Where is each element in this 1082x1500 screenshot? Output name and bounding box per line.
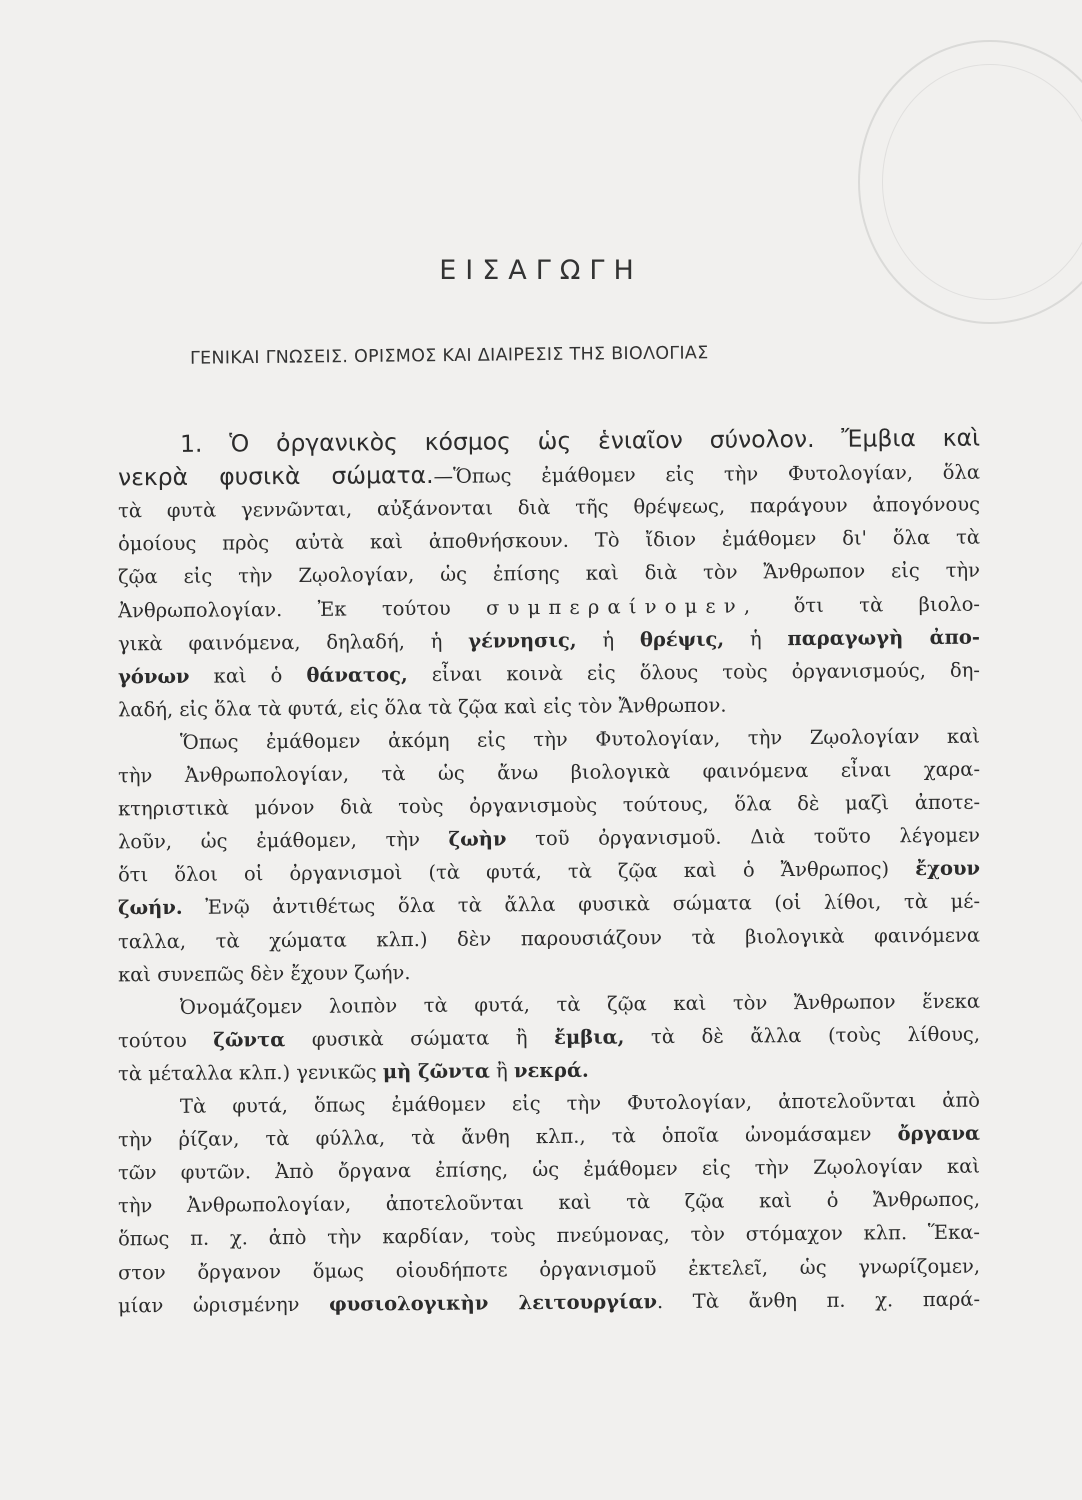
text-segment: ὅτι ὅλοι οἱ ὀργανισμοὶ (τὰ φυτά, τὰ ζῷα καὶ ὁ Ἄνθρωπος) xyxy=(117,857,916,887)
bold-term: ἔχουν xyxy=(915,856,981,881)
text-segment: ὅπως π. χ. ἀπὸ τὴν καρδίαν, τοὺς πνεύμονας, τὸν στόμαχον κλπ. Ἕκα- xyxy=(117,1221,981,1251)
section-subtitle: ΓΕΝΙΚΑΙ ΓΝΩΣΕΙΣ. ΟΡΙΣΜΟΣ ΚΑΙ ΔΙΑΙΡΕΣΙΣ ΤΗΣ ΒΙΟΛΟΓΙΑΣ xyxy=(189,343,709,369)
bold-term: μὴ ζῶντα xyxy=(382,1059,490,1084)
text-segment: ἡ xyxy=(576,627,640,652)
text-segment: καὶ συνεπῶς δὲν ἔχουν ζωήν. xyxy=(117,960,411,986)
text-segment: Ἀνθρωπολογίαν. Ἐκ τούτου xyxy=(117,595,487,622)
text-segment: συμπεραίνομεν, xyxy=(486,593,759,619)
bold-term: νεκρά. xyxy=(513,1058,589,1083)
bold-term: θάνατος, xyxy=(306,662,408,687)
chapter-title: ΕΙΣΑΓΩΓΗ xyxy=(439,255,643,286)
text-segment: ζῷα εἰς τὴν Ζῳολογίαν, ὡς ἐπίσης καὶ διὰ τὸν Ἄνθρωπον εἰς τὴν xyxy=(117,559,981,589)
text-segment: εἶναι κοινὰ εἰς ὅλους τοὺς ὀργανισμούς, δη- xyxy=(407,658,981,686)
text-segment: Ὀνομάζομεν λοιπὸν τὰ φυτά, τὰ ζῷα καὶ τὸν Ἄνθρωπον ἕνεκα xyxy=(179,989,981,1019)
bold-term: ζωήν. xyxy=(117,896,183,920)
bold-term: φυσιολογικὴν λειτουργίαν xyxy=(328,1289,658,1316)
text-segment: γικὰ φαινόμενα, δηλαδή, ἡ xyxy=(117,629,469,655)
text-segment: Τὰ φυτά, ὅπως ἐμάθομεν εἰς τὴν Φυτολογίαν, ἀποτελοῦνται ἀπὸ xyxy=(179,1088,981,1118)
text-segment: τοῦ ὀργανισμοῦ. Διὰ τοῦτο λέγομεν xyxy=(506,823,981,851)
bold-term: ζωὴν xyxy=(448,827,507,851)
text-segment: μίαν ὡρισμένην xyxy=(117,1292,330,1317)
text-segment: φυσικὰ σώματα ἢ xyxy=(285,1025,555,1051)
text-segment: ἢ xyxy=(489,1059,515,1083)
text-segment: 1. Ὁ ὀργανικὸς κόσμος ὡς ἑνιαῖον σύνολον. Ἔμβια καὶ xyxy=(179,423,981,458)
text-segment: λαδή, εἰς ὅλα τὰ φυτά, εἰς ὅλα τὰ ζῷα καὶ εἰς τὸν Ἄνθρωπον. xyxy=(117,693,727,722)
text-segment: κτηριστικὰ μόνον διὰ τοὺς ὀργανισμοὺς τούτους, ὅλα δὲ μαζὶ ἀποτε- xyxy=(117,790,981,821)
text-segment: ταλλα, τὰ χώματα κλπ.) δὲν παρουσιάζουν τὰ βιολογικὰ φαινόμενα xyxy=(117,923,981,953)
text-segment: Ἐνῷ ἀντιθέτως ὅλα τὰ ἄλλα φυσικὰ σώματα (οἱ λίθοι, τὰ μέ- xyxy=(182,890,981,920)
text-segment: νεκρὰ φυσικὰ σώματα. xyxy=(117,461,434,492)
text-segment: τῶν φυτῶν. Ἀπὸ ὄργανα ἐπίσης, ὡς ἐμάθομεν εἰς τὴν Ζῳολογίαν καὶ xyxy=(117,1154,981,1185)
text-segment: ὅτι τὰ βιολο- xyxy=(758,592,981,617)
text-segment: τούτου xyxy=(117,1028,214,1053)
text-segment: στον ὄργανον ὅμως οἱουδήποτε ὀργανισμοῦ ἐκτελεῖ, ὡς γνωρίζομεν, xyxy=(117,1254,981,1284)
text-segment: τὴν Ἀνθρωπολογίαν, ἀποτελοῦνται καὶ τὰ ζῷα καὶ ὁ Ἄνθρωπος, xyxy=(117,1187,981,1218)
text-segment: τὰ φυτὰ γεννῶνται, αὐξάνονται διὰ τῆς θρέψεως, παράγουν ἀπογόνους xyxy=(117,492,981,523)
bold-term: γέννησις, xyxy=(468,628,577,653)
text-segment: τὰ μέταλλα κλπ.) γενικῶς xyxy=(117,1060,383,1086)
text-segment: ὁμοίους πρὸς αὐτὰ καὶ ἀποθνήσκουν. Τὸ ἴδιον ἐμάθομεν δι' ὅλα τὰ xyxy=(117,525,981,556)
bold-term: ἔμβια, xyxy=(554,1025,625,1049)
text-segment: τὴν ῥίζαν, τὰ φύλλα, τὰ ἄνθη κλπ., τὰ ὁποῖα ὠνομάσαμεν xyxy=(117,1122,898,1152)
text-segment: Ὅπως ἐμάθομεν ἀκόμη εἰς τὴν Φυτολογίαν, τὴν Ζῳολογίαν καὶ xyxy=(179,724,981,754)
bold-term: θρέψις, xyxy=(639,627,725,651)
text-segment: λοῦν, ὡς ἐμάθομεν, τὴν xyxy=(117,827,449,854)
text-segment: τὰ δὲ ἄλλα (τοὺς λίθους, xyxy=(624,1022,981,1049)
text-segment: ἡ xyxy=(724,626,788,651)
text-line xyxy=(118,1282,980,1322)
text-segment: . Τὰ ἄνθη π. χ. παρά- xyxy=(656,1287,981,1313)
text-segment: καὶ ὁ xyxy=(189,663,307,688)
bold-term: παραγωγὴ ἀπο- xyxy=(787,625,981,650)
text-segment: τὴν Ἀνθρωπολογίαν, τὰ ὡς ἄνω βιολογικὰ φαινόμενα εἶναι χαρα- xyxy=(117,757,981,788)
bold-term: ζῶντα xyxy=(213,1027,286,1052)
text-segment: —Ὅπως ἐμάθομεν εἰς τὴν Φυτολογίαν, ὅλα xyxy=(433,460,981,488)
bold-term: γόνων xyxy=(117,664,190,689)
bold-term: ὄργανα xyxy=(897,1121,981,1146)
